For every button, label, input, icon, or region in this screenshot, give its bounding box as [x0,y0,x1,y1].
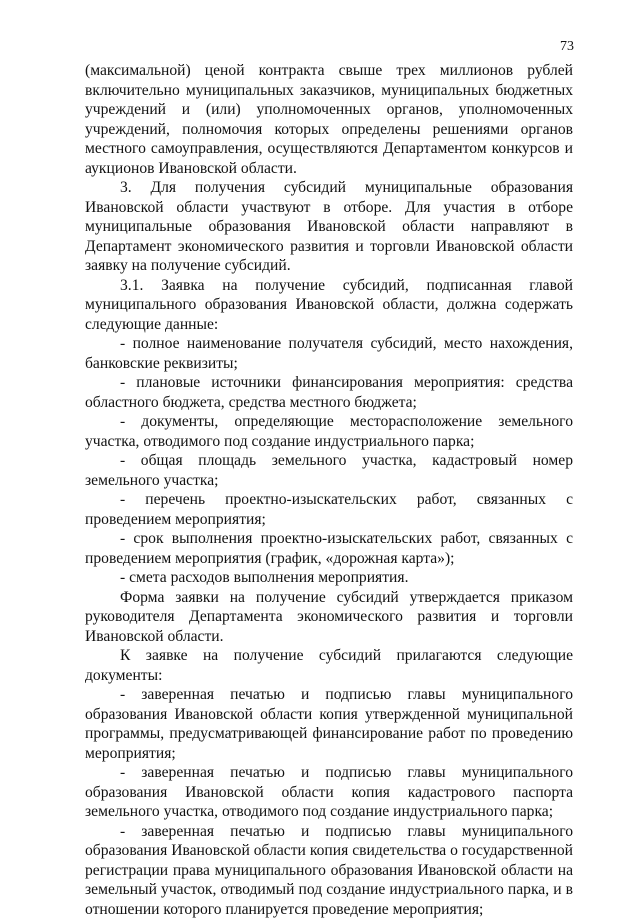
page-number: 73 [560,38,574,56]
paragraph-3: 3.1. Заявка на получение субсидий, подписанная главой муниципального образования Ивановской области, должна содержать следующие данные: [85,276,573,335]
list-item-recipient: - полное наименование получателя субсидий, место нахождения, банковские реквизиты; [85,334,573,373]
list-item-registration-certificate: - заверенная печатью и подписью главы муниципального образования Ивановской области копия свидетельства о государственной регистрации права муниципального образования Ивановской области на земельный участок, отводимый под создание индустриального парка, и в отношении которого планируется проведение мероприятия; [85,822,573,919]
list-item-land-area: - общая площадь земельного участка, кадастровый номер земельного участка; [85,451,573,490]
paragraph-2: 3. Для получения субсидий муниципальные образования Ивановской области участвуют в отборе. Для участия в отборе муниципальные образования Ивановской области направляют в Департамент экономического развития и торговли Ивановской области заявку на получение субсидий. [85,178,573,276]
list-item-cost-estimate: - смета расходов выполнения мероприятия. [85,568,573,588]
paragraph-application-form: Форма заявки на получение субсидий утверждается приказом руководителя Департамента экономического развития и торговли Ивановской области. [85,588,573,647]
list-item-land-location: - документы, определяющие месторасположение земельного участка, отводимого под создание индустриального парка; [85,412,573,451]
list-item-survey-works: - перечень проектно-изыскательских работ, связанных с проведением мероприятия; [85,490,573,529]
paragraph-1: (максимальной) ценой контракта свыше трех миллионов рублей включительно муниципальных заказчиков, муниципальных бюджетных учреждений и (или) уполномоченных органов, уполномоченных учреждений, полномочия которых определены решениями органов местного самоуправления, осуществляются Департаментом конкурсов и аукционов Ивановской области. [85,61,573,178]
paragraph-attached-documents: К заявке на получение субсидий прилагаются следующие документы: [85,646,573,685]
list-item-program-copy: - заверенная печатью и подписью главы муниципального образования Ивановской области копия утвержденной муниципальной программы, предусматривающей финансирование работ по проведению мероприятия; [85,685,573,763]
list-item-funding-sources: - плановые источники финансирования мероприятия: средства областного бюджета, средства местного бюджета; [85,373,573,412]
list-item-schedule: - срок выполнения проектно-изыскательских работ, связанных с проведением мероприятия (график, «дорожная карта»); [85,529,573,568]
list-item-cadastral-passport: - заверенная печатью и подписью главы муниципального образования Ивановской области копия кадастрового паспорта земельного участка, отводимого под создание индустриального парка; [85,763,573,822]
document-body [85,61,573,919]
